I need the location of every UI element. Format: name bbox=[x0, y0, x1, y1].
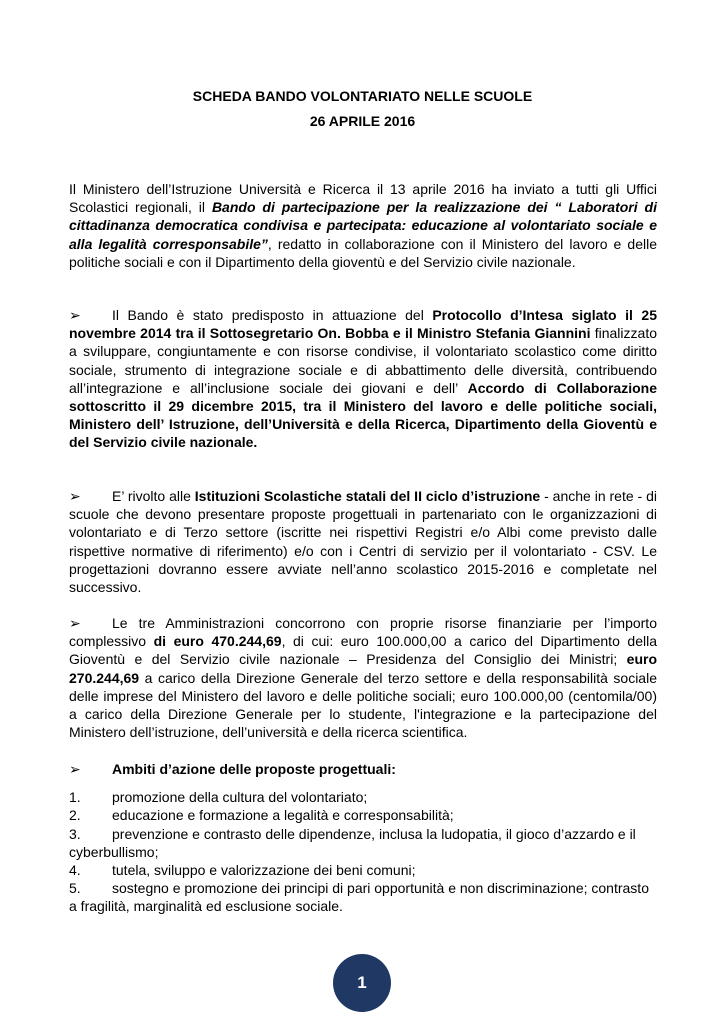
page-number-badge: 1 bbox=[333, 954, 391, 1012]
bando-title: Bando di partecipazione per la realizzazione dei “ Laboratori di cittadinanza democratica condivisa e partecipata: educazione al volontariato sociale e alla legalità corresponsabile” bbox=[69, 199, 657, 252]
list-text: educazione e formazione a legalità e corresponsabilità; bbox=[112, 807, 454, 824]
accordo-bold: Accordo di Collaborazione sottoscritto il 29 dicembre 2015, tra il Ministero del lavoro e delle politiche sociali, Ministero dell’ Istruzione, dell’Università e della Ricerca, Dipartimento della Gioventù e del Servizio civile nazionale. bbox=[69, 379, 657, 451]
protocollo-bold: Protocollo d’Intesa siglato il 25 novembre 2014 tra il Sottosegretario On. Bobba e il Ministro Stefania Giannini bbox=[69, 307, 657, 342]
arrow-bullet-icon: ➢ bbox=[69, 488, 81, 504]
section2-text: E’ rivolto alle bbox=[112, 488, 195, 504]
section-risorse bbox=[69, 614, 657, 741]
list-number: 3. bbox=[69, 825, 81, 842]
intro-paragraph bbox=[69, 180, 657, 271]
list-number: 5. bbox=[69, 880, 81, 897]
intro-text: Il Ministero dell’Istruzione Università e Ricerca il 13 aprile 2016 ha inviato a tutti gli Uffici Scolastici regionali, il bbox=[69, 181, 657, 216]
list-number: 1. bbox=[69, 789, 81, 806]
arrow-bullet-icon: ➢ bbox=[69, 307, 81, 323]
list-number: 2. bbox=[69, 807, 81, 824]
arrow-bullet-icon: ➢ bbox=[69, 615, 81, 631]
intro-text-end: , redatto in collaborazione con il Ministero del lavoro e delle politiche sociali e con il Dipartimento della gioventù e del Servizio civile nazionale. bbox=[69, 235, 657, 270]
list-number: 4. bbox=[69, 862, 81, 879]
section-ambiti bbox=[69, 760, 657, 916]
arrow-bullet-icon: ➢ bbox=[69, 761, 81, 777]
list-item bbox=[69, 806, 657, 824]
euro-bold: euro 270.244,69 bbox=[69, 651, 657, 686]
list-item bbox=[69, 861, 657, 879]
section1-text-mid: finalizzato a sviluppare, congiuntamente e con risorse condivise, il volontariato scolastico come diritto sociale, strumento di integrazione sociale e di abbattimento delle diversità, contribuendo all’integrazione e all’inclusione sociale dei giovani e dell’ bbox=[69, 325, 657, 396]
section-protocollo bbox=[69, 306, 657, 452]
section3-text: Le tre Amministrazioni concorrono con proprie risorse finanziarie per l’importo complessivo bbox=[69, 615, 657, 650]
section3-text-mid: , di cui: euro 100.000,00 a carico del Dipartimento della Gioventù e del Servizio civile nazionale – Presidenza del Consiglio dei Ministri; bbox=[69, 633, 657, 668]
list-text: sostegno e promozione dei principi di pari opportunità e non discriminazione; contrasto a fragilità, marginalità ed esclusione sociale. bbox=[69, 880, 649, 915]
list-text: tutela, sviluppo e valorizzazione dei beni comuni; bbox=[112, 862, 416, 879]
importo-bold: di euro 470.244,69 bbox=[153, 633, 282, 650]
list-text: prevenzione e contrasto delle dipendenze, inclusa la ludopatia, il gioco d’azzardo e il cyberbullismo; bbox=[69, 825, 636, 860]
list-item bbox=[69, 825, 657, 861]
istituzioni-bold: Istituzioni Scolastiche statali del II ciclo d’istruzione bbox=[194, 488, 541, 504]
section3-text-end: a carico della Direzione Generale del terzo settore e della responsabilità sociale delle imprese del Ministero del lavoro e delle politiche sociali; euro 100.000,00 (centomila/00) a carico della Direzione Generale per lo studente, l'integrazione e la partecipazione del Ministero dell’istruzione, dell’università e della ricerca scientifica. bbox=[69, 669, 657, 741]
section-destinatari bbox=[69, 487, 657, 596]
document-title: SCHEDA BANDO VOLONTARIATO NELLE SCUOLE bbox=[192, 88, 533, 104]
section2-text-end: - anche in rete - di scuole che devono presentare proposte progettuali in partenariato con le organizzazioni di volontariato e di Terzo settore (iscritte nei rispettivi Registri e/o Albi come previsto dalle rispettive normative di riferimento) e/o con i Centri di servizio per il volontariato - CSV. Le progettazioni dovranno essere avviate nell’anno scolastico 2015-2016 e completate nel successivo. bbox=[69, 488, 657, 596]
list-text: promozione della cultura del volontariato; bbox=[112, 789, 368, 806]
list-item bbox=[69, 788, 657, 806]
document-date: 26 APRILE 2016 bbox=[309, 113, 416, 129]
ambiti-heading: Ambiti d’azione delle proposte progettuali: bbox=[112, 761, 396, 777]
section1-text: Il Bando è stato predisposto in attuazione del bbox=[112, 307, 433, 323]
list-item bbox=[69, 879, 657, 915]
